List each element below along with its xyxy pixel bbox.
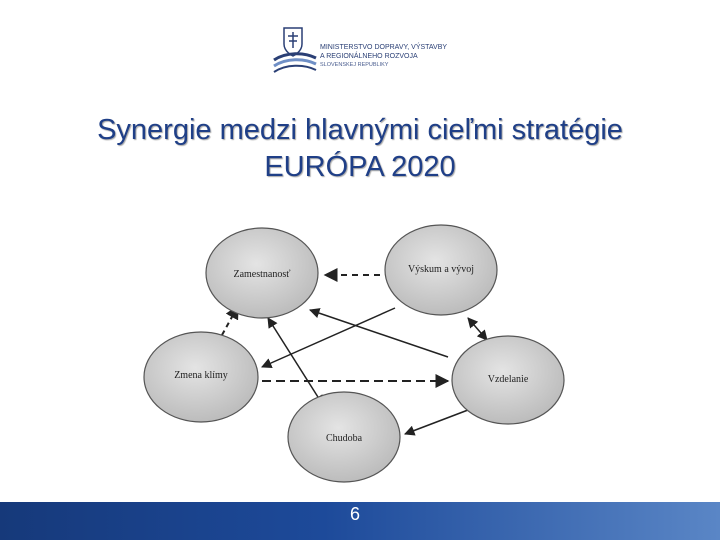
node-label-zamestnanost: Zamestnanosť <box>233 269 291 280</box>
title-line-2: EURÓPA 2020 <box>264 151 456 183</box>
node-label-klima: Zmena klímy <box>174 370 228 381</box>
edge-zamestnanost-chudoba <box>268 318 323 405</box>
title-line-1: Synergie medzi hlavnými cieľmi stratégie <box>97 114 623 146</box>
node-zamestnanost <box>206 228 318 318</box>
page-number: 6 <box>350 504 361 524</box>
node-label-chudoba: Chudoba <box>325 433 363 444</box>
node-vyskum <box>385 225 497 315</box>
node-vzdelanie <box>452 336 564 424</box>
node-chudoba <box>288 392 400 482</box>
logo-line-2: A REGIONÁLNEHO ROZVOJA <box>320 53 418 60</box>
edge-vzdelanie-chudoba <box>405 410 468 434</box>
node-label-vyskum: Výskum a vývoj <box>407 264 475 275</box>
node-label-vzdelanie: Vzdelanie <box>487 374 529 385</box>
node-klima <box>144 332 258 422</box>
edge-vzdelanie-zamestnanost <box>310 310 448 357</box>
logo-line-1: MINISTERSTVO DOPRAVY, VÝSTAVBY <box>320 44 448 51</box>
logo-line-3: SLOVENSKEJ REPUBLIKY <box>320 62 389 68</box>
edge-vyskum-vzdelanie <box>468 318 487 340</box>
